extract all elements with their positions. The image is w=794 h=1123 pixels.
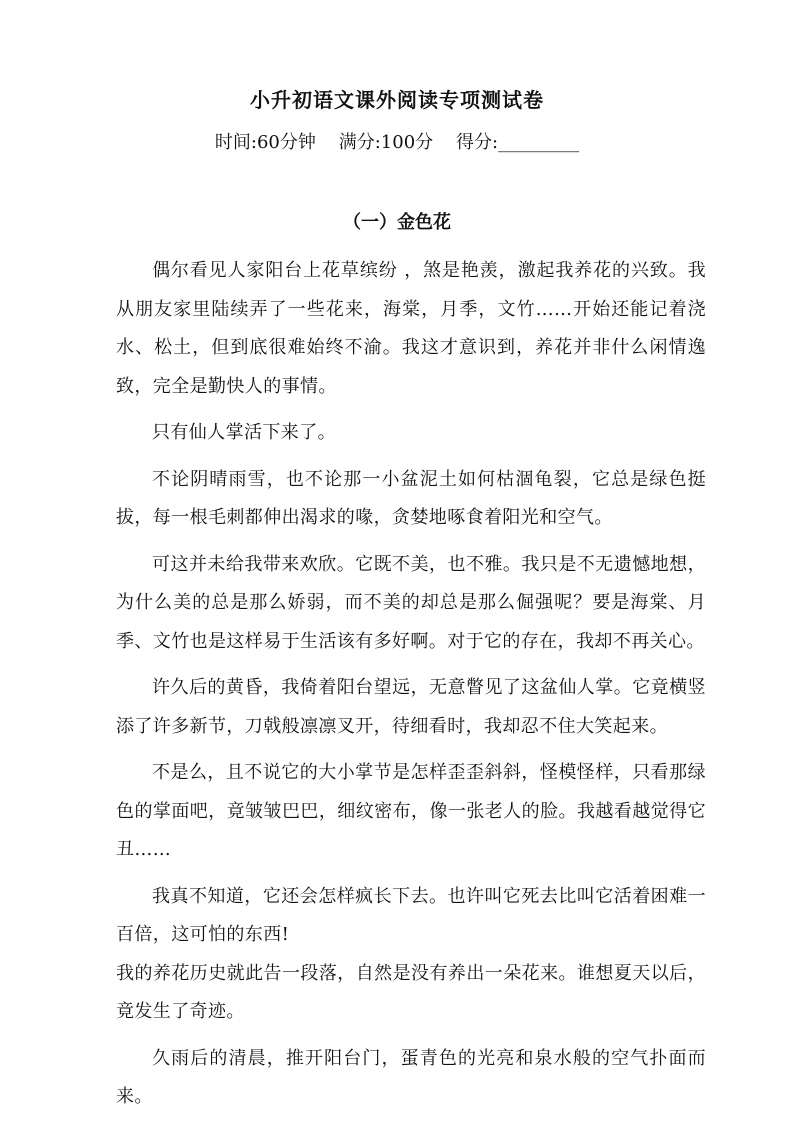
- paragraph-1: 偶尔看见人家阳台上花草缤纷 ，煞是艳羡，激起我养花的兴致。我从朋友家里陆续弄了一些花来，海棠，月季，文竹……开始还能记着浇水、松土，但到底很难始终不渝。我这才意识到，养花并非什么闲情逸致，完全是勤快人的事情。: [116, 260, 706, 397]
- paragraph-3: 不论阴晴雨雪，也不论那一小盆泥土如何枯涸龟裂，它总是绿色挺拔，每一根毛刺都伸出渴求的喙，贪婪地啄食着阳光和空气。: [116, 468, 706, 528]
- paragraph-5: 许久后的黄昏，我倚着阳台望远，无意瞥见了这盆仙人掌。它竟横竖添了许多新节，刀戟般凛凛叉开，待细看时，我却忍不住大笑起来。: [116, 677, 706, 737]
- paragraph-6: 不是么，且不说它的大小掌节是怎样歪歪斜斜，怪模怪样，只看那绿色的掌面吧，竟皱皱巴巴，细纹密布，像一张老人的脸。我越看越觉得它丑……: [116, 762, 706, 860]
- section-heading: （一）金色花: [343, 212, 451, 233]
- paragraph-9: 久雨后的清晨，推开阳台门，蛋青色的光亮和泉水般的空气扑面而来。: [116, 1047, 706, 1107]
- passage-body: [116, 252, 706, 1117]
- paragraph-2: 只有仙人掌活下来了。: [152, 422, 336, 443]
- exam-info-line: 时间:60分钟 满分:100分 得分:_________: [214, 132, 580, 153]
- paragraph-7: 我真不知道，它还会怎样疯长下去。也许叫它死去比叫它活着困难一百倍，这可怕的东西!: [116, 885, 706, 945]
- document-title: 小升初语文课外阅读专项测试卷: [250, 88, 544, 112]
- paragraph-8: 我的养花历史就此告一段落，自然是没有养出一朵花来。谁想夏天以后，竟发生了奇迹。: [116, 962, 706, 1022]
- paragraph-4: 可这并未给我带来欢欣。它既不美，也不雅。我只是不无遗憾地想，为什么美的总是那么娇弱，而不美的却总是那么倔强呢？要是海棠、月季、文竹也是这样易于生活该有多好啊。对于它的存在，我却不再关心。: [116, 553, 706, 652]
